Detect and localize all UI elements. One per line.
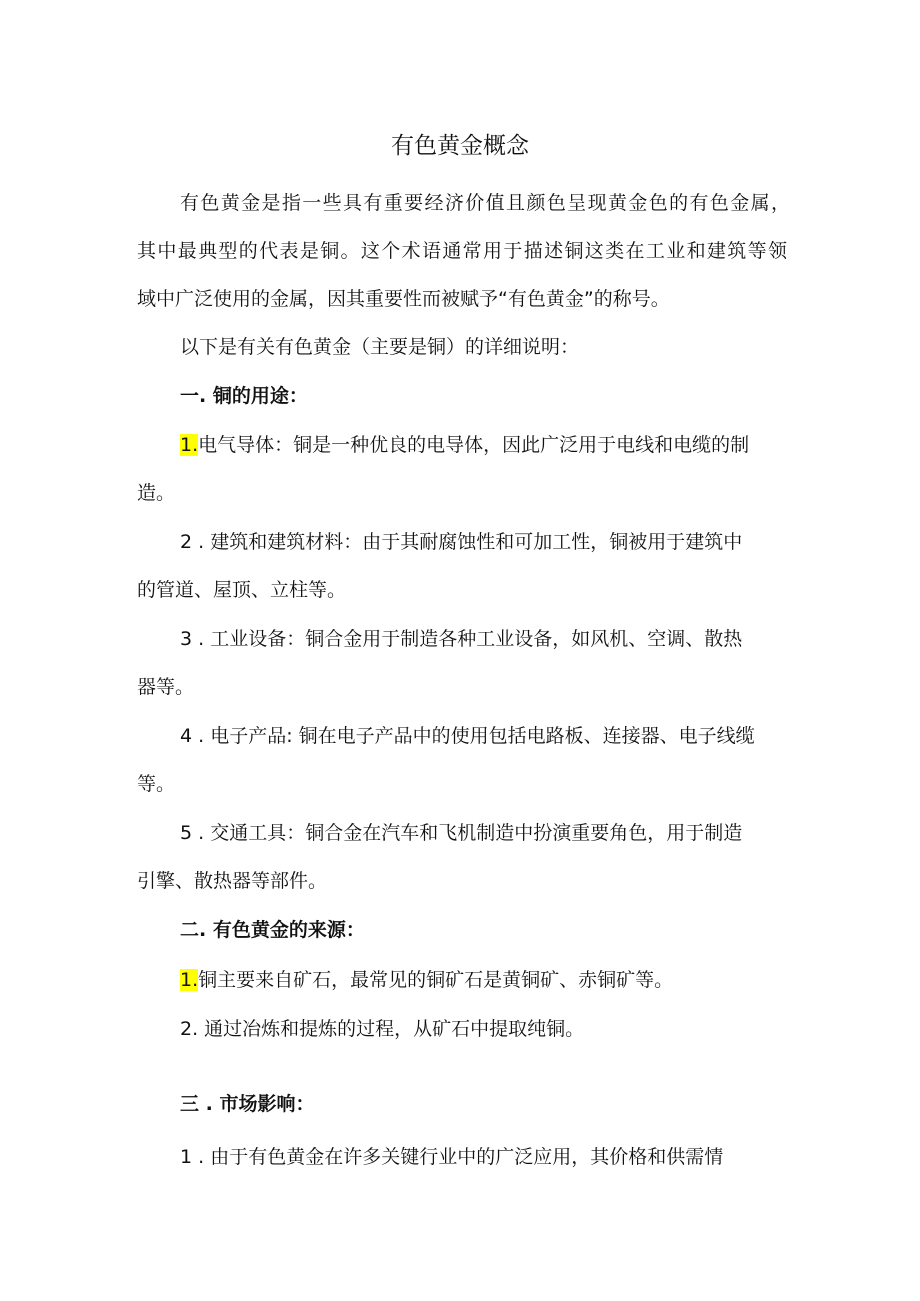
section1-heading: 一. 铜的用途：: [180, 385, 308, 407]
highlighted-number: 1.: [180, 434, 199, 456]
item-text: . 建筑和建筑材料：由于其耐腐蚀性和可加工性，铜被用于建筑中: [192, 531, 743, 553]
intro-line-2: 其中最典型的代表是铜。这个术语通常用于描述铜这类在工业和建筑等领: [137, 240, 787, 262]
list-item: [180, 430, 790, 460]
item-text: . 电子产品: 铜在电子产品中的使用包括电路板、连接器、电子线缆: [192, 725, 755, 747]
item-continuation: 引擎、散热器等部件。: [137, 870, 328, 892]
item-continuation: 的管道、屋顶、立柱等。: [137, 579, 347, 601]
item-continuation: 器等。: [137, 676, 195, 698]
item-text: 铜主要来自矿石，最常见的铜矿石是黄铜矿、赤铜矿等。: [198, 969, 674, 991]
item-continuation: 造。: [137, 482, 176, 504]
item-number: 1: [180, 1146, 193, 1168]
document-title: 有色黄金概念: [391, 133, 529, 159]
item-text: 电气导体：铜是一种优良的电导体，因此广泛用于电线和电缆的制: [198, 434, 750, 456]
item-number: 2.: [180, 1018, 199, 1040]
lead-paragraph: 以下是有关有色黄金（主要是铜）的详细说明：: [180, 336, 580, 358]
list-item: [180, 1142, 790, 1172]
list-item: [180, 527, 790, 557]
list-item: [180, 721, 790, 751]
item-number: 4: [180, 725, 193, 747]
highlighted-number: 1.: [180, 969, 199, 991]
item-number: 2: [180, 531, 193, 553]
item-text: . 交通工具：铜合金在汽车和飞机制造中扮演重要角色，用于制造: [192, 822, 743, 844]
item-continuation: 等。: [137, 773, 176, 795]
intro-line-1: 有色黄金是指一些具有重要经济价值且颜色呈现黄金色的有色金属，: [180, 192, 790, 214]
item-text: 通过冶炼和提炼的过程，从矿石中提取纯铜。: [198, 1018, 585, 1040]
item-number: 3: [180, 628, 193, 650]
list-item: [180, 965, 790, 995]
intro-line-3: 域中广泛使用的金属，因其重要性而被赋予“有色黄金”的称号。: [137, 288, 670, 310]
item-text: . 由于有色黄金在许多关键行业中的广泛应用，其价格和供需情: [192, 1146, 724, 1168]
section2-heading: 二. 有色黄金的来源：: [180, 919, 365, 941]
item-text: . 工业设备：铜合金用于制造各种工业设备，如风机、空调、散热: [192, 628, 743, 650]
item-number: 5: [180, 822, 193, 844]
section3-heading: 三 . 市场影响：: [180, 1093, 315, 1115]
list-item: [180, 818, 790, 848]
list-item: [180, 624, 790, 654]
list-item: [180, 1014, 790, 1044]
